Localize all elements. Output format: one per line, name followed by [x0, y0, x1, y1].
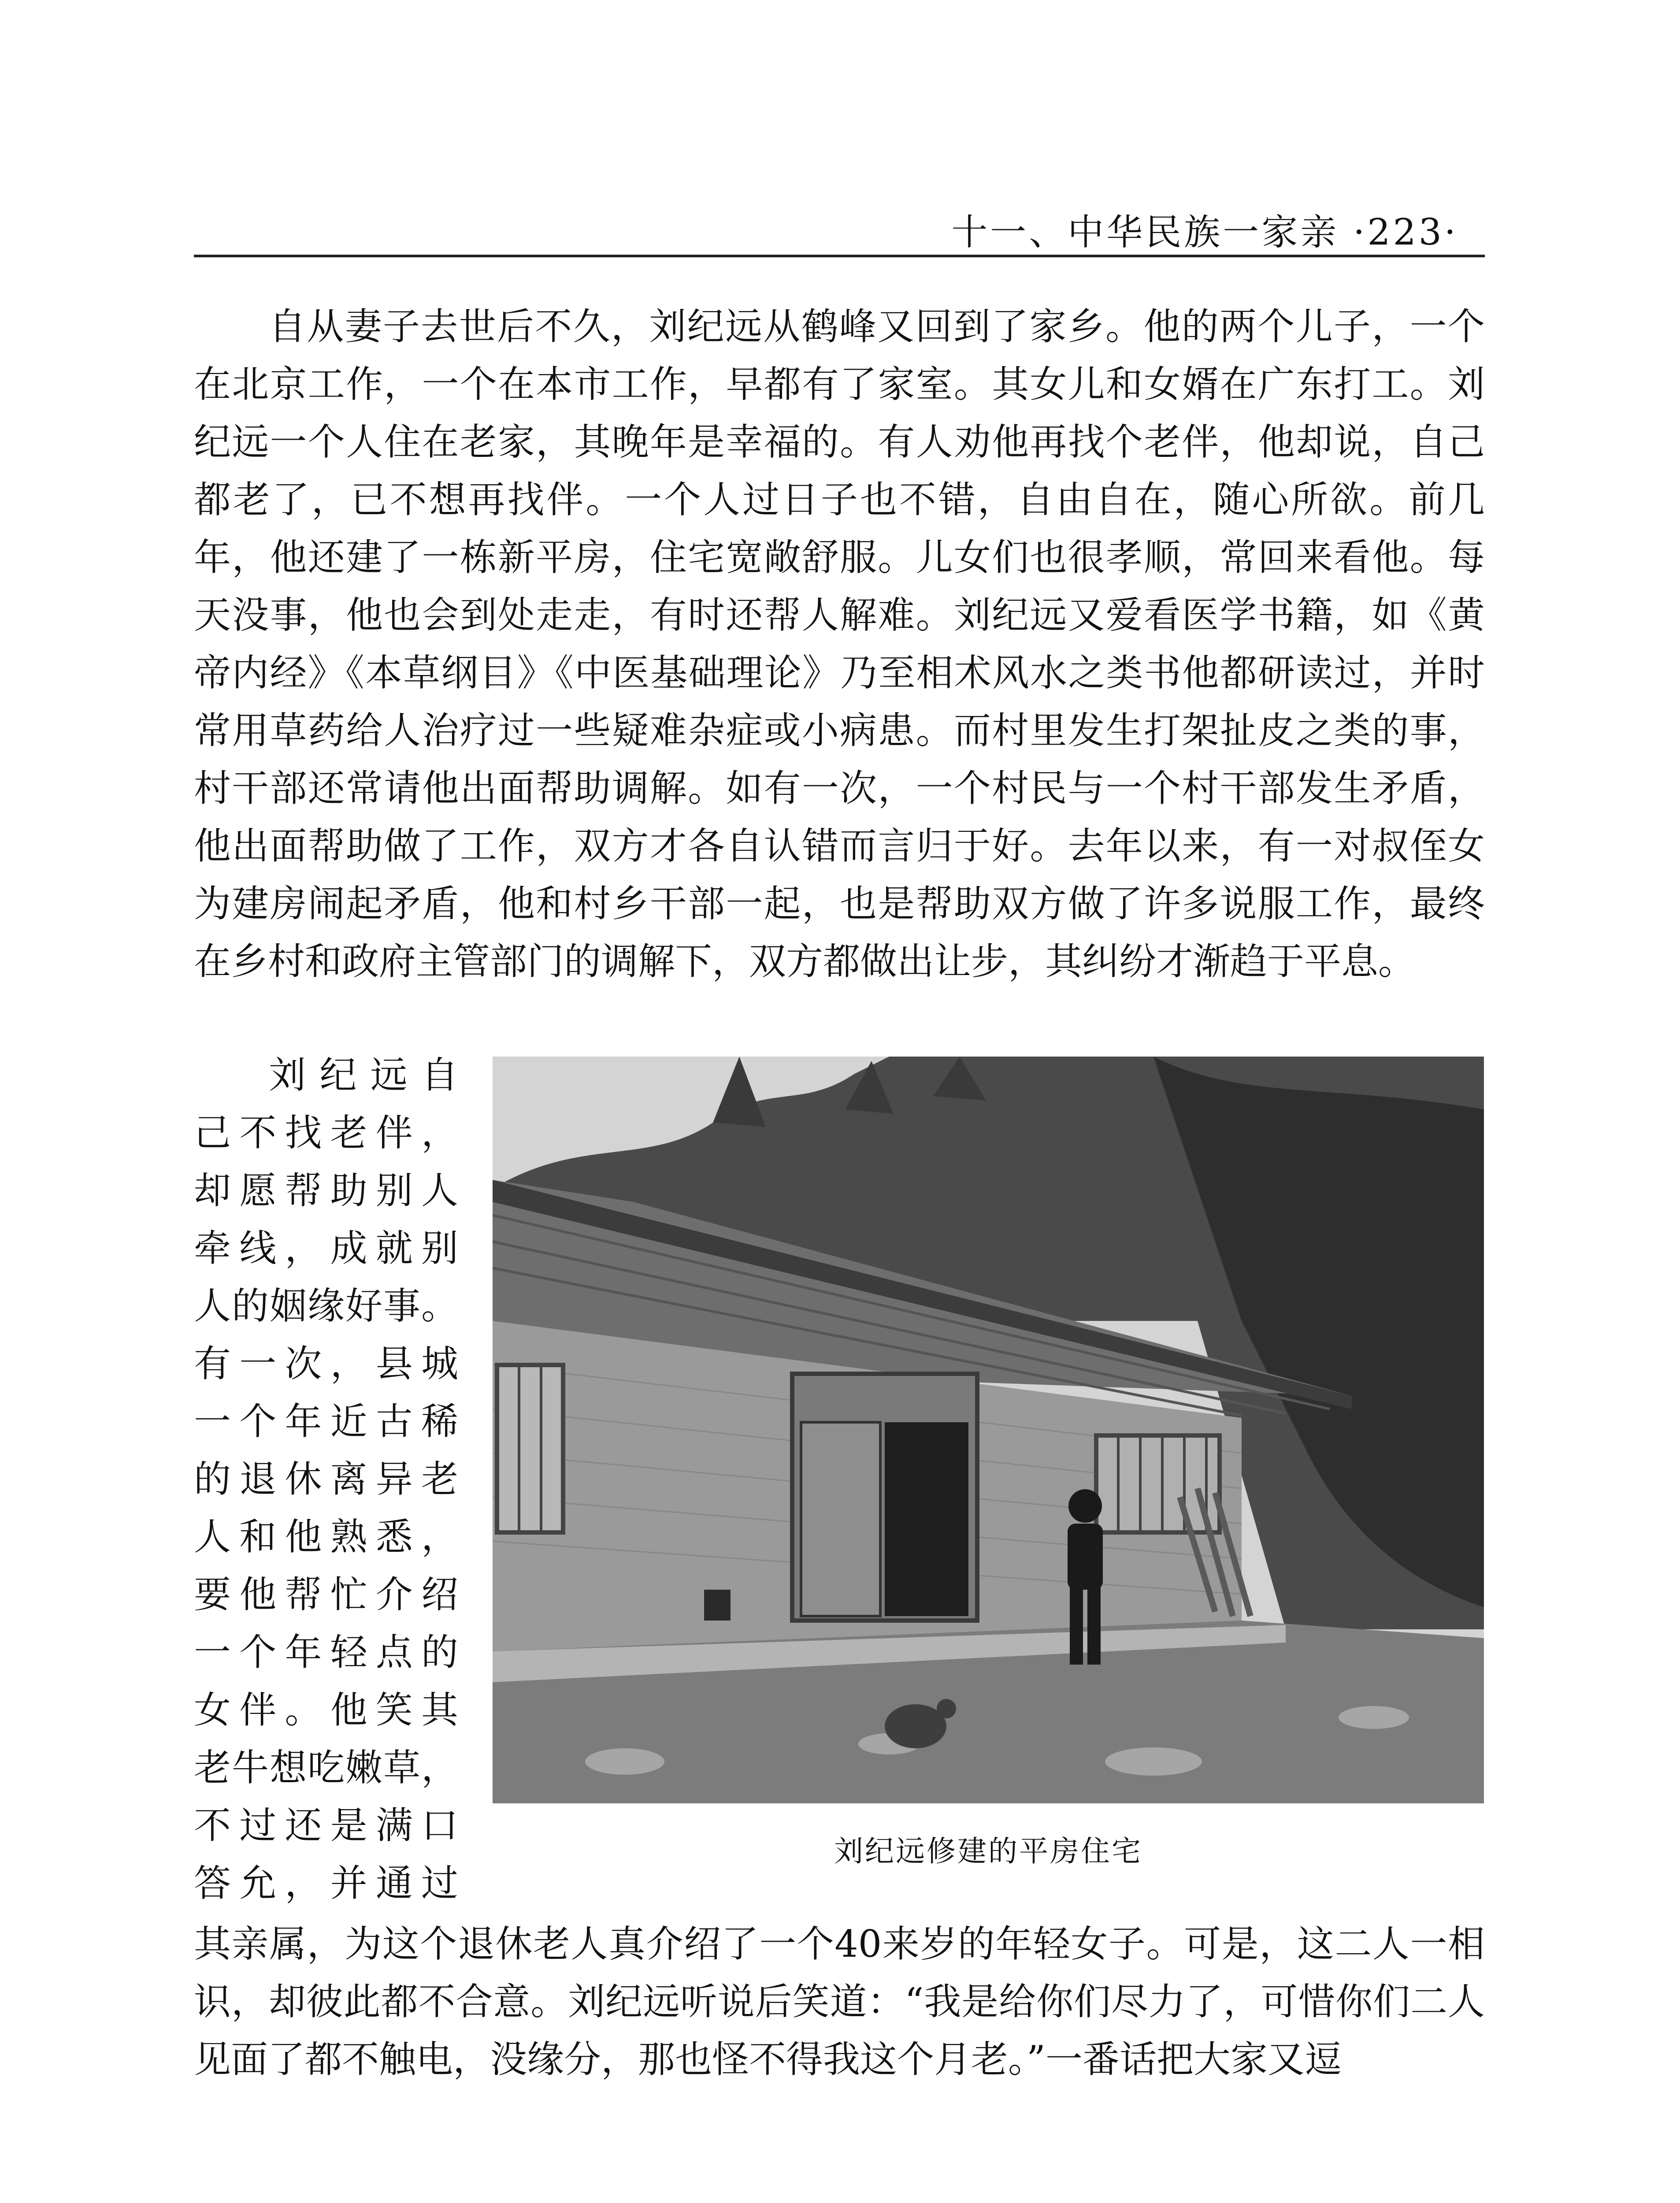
- text-line: 刘纪远自: [269, 1053, 458, 1097]
- house-photo-illustration: [493, 1057, 1484, 1803]
- paragraph-2-continuation: 其亲属，为这个退休老人真介绍了一个40来岁的年轻女子。可是，这二人一相识，却彼此都不合意。刘纪远听说后笑道：“我是给你们尽力了，可惜你们二人见面了都不触电，没缘分，那也怪不得我这个月老。”一番话把大家又逗: [194, 1922, 1485, 2081]
- running-title: 十一、中华民族一家亲 ·223·: [951, 211, 1458, 253]
- text-line: 人的姻缘好事。: [194, 1284, 458, 1328]
- text-line: 却愿帮助别人: [194, 1169, 458, 1212]
- text-line: 女伴。他笑其: [194, 1688, 458, 1732]
- text-line: 要他帮忙介绍: [194, 1573, 458, 1616]
- text-line: 答允，并通过: [194, 1862, 458, 1905]
- text-line: 人和他熟悉，: [194, 1515, 458, 1558]
- text-line: 老牛想吃嫩草，: [194, 1746, 458, 1789]
- text-line: 一个年轻点的: [194, 1631, 458, 1674]
- text-line: 的退休离异老: [194, 1458, 458, 1501]
- paragraph-1: 自从妻子去世后不久，刘纪远从鹤峰又回到了家乡。他的两个儿子，一个在北京工作，一个在本市工作，早都有了家室。其女儿和女婿在广东打工。刘纪远一个人住在老家，其晚年是幸福的。有人劝他再找个老伴，他却说，自己都老了，已不想再找伴。一个人过日子也不错，自由自在，随心所欲。前几年，他还建了一栋新平房，住宅宽敞舒服。儿女们也很孝顺，常回来看他。每天没事，他也会到处走走，有时还帮人解难。刘纪远又爱看医学书籍，如《黄帝内经》《本草纲目》《中医基础理论》乃至相术风水之类书他都研读过，并时常用草药给人治疗过一些疑难杂症或小病患。而村里发生打架扯皮之类的事，村干部还常请他出面帮助调解。如有一次，一个村民与一个村干部发生矛盾，他出面帮助做了工作，双方才各自认错而言归于好。去年以来，有一对叔侄女为建房闹起矛盾，他和村乡干部一起，也是帮助双方做了许多说服工作，最终在乡村和政府主管部门的调解下，双方都做出让步，其纠纷才渐趋于平息。: [194, 305, 1485, 983]
- house-photo: [493, 1057, 1484, 1803]
- running-header: [194, 197, 1485, 257]
- text-line: 一个年近古稀: [194, 1400, 458, 1443]
- text-line: 己不找老伴，: [194, 1111, 458, 1154]
- photo-caption: 刘纪远修建的平房住宅: [834, 1834, 1142, 1868]
- text-line: 不过还是满口: [194, 1804, 458, 1847]
- text-line: 牵线，成就别: [194, 1227, 458, 1270]
- text-line: 有一次，县城: [194, 1342, 458, 1385]
- paragraph-2-wrapped-column: [194, 1046, 458, 1912]
